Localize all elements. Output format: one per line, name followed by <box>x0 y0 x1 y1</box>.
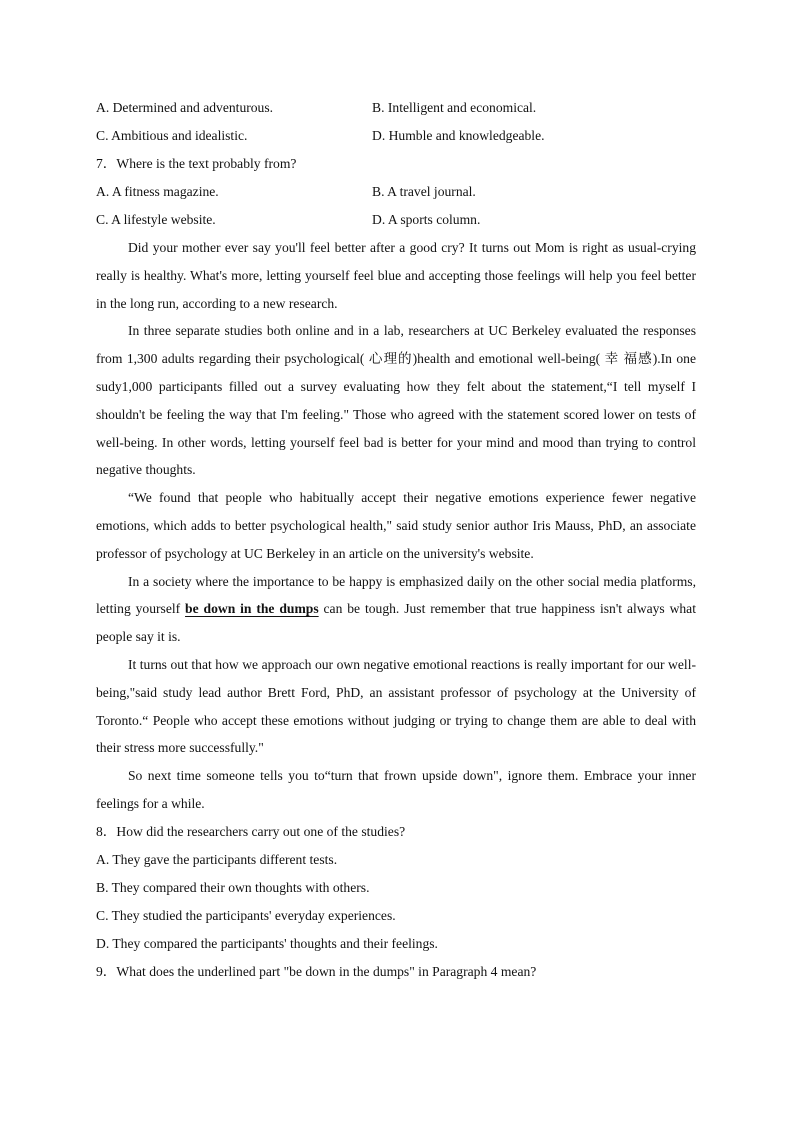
q6-options-row-1 <box>96 94 696 122</box>
passage-paragraph-4 <box>96 568 696 651</box>
passage-paragraph-1: Did your mother ever say you'll feel better after a good cry? It turns out Mom is right as usual-crying really is healthy. What's more, letting yourself feel blue and accepting those feelings will help you feel better in the long run, according to a new research. <box>96 240 696 311</box>
q6-option-a: A. Determined and adventurous. <box>96 100 274 115</box>
q9-question: 9．What does the underlined part "be down in the dumps" in Paragraph 4 mean? <box>96 963 537 979</box>
q7-option-a: A. A fitness magazine. <box>96 184 219 199</box>
q6-option-c: C. Ambitious and idealistic. <box>96 128 248 143</box>
q7-option-b: B. A travel journal. <box>372 184 476 199</box>
passage-paragraph-3: “We found that people who habitually accept their negative emotions experience fewer negative emotions, which adds to better psychological health," said study senior author Iris Mauss, PhD, an associate professor of psychology at UC Berkeley in an article on the university's website. <box>96 490 696 561</box>
q7-question: 7．Where is the text probably from? <box>96 156 297 171</box>
q8-option-b: B. They compared their own thoughts with others. <box>96 879 370 895</box>
underlined-phrase: be down in the dumps <box>185 601 319 617</box>
q8-option-d: D. They compared the participants' thoughts and their feelings. <box>96 935 438 951</box>
q7-option-d: D. A sports column. <box>372 212 481 227</box>
passage-paragraph-5: It turns out that how we approach our own negative emotional reactions is really important for our well-being,"said study lead author Brett Ford, PhD, an assistant professor of psychology at the University of Toronto.“ People who accept these emotions without judging or trying to change them are able to deal with their stress more successfully." <box>96 656 696 756</box>
q7-options-row-1 <box>96 178 696 206</box>
q7-option-c: C. A lifestyle website. <box>96 212 216 227</box>
q8-option-c: C. They studied the participants' everyday experiences. <box>96 907 396 923</box>
paragraph-4-text-after: can be tough. Just remember that true happiness isn't always what people say it is. <box>96 601 696 645</box>
q6-options-row-2 <box>96 122 696 150</box>
q8-question: 8．How did the researchers carry out one of the studies? <box>96 823 406 839</box>
q8-option-a: A. They gave the participants different tests. <box>96 851 338 867</box>
passage-paragraph-6: So next time someone tells you to“turn that frown upside down", ignore them. Embrace your inner feelings for a while. <box>96 768 696 811</box>
q6-option-d: D. Humble and knowledgeable. <box>372 128 545 143</box>
passage-paragraph-2: In three separate studies both online and in a lab, researchers at UC Berkeley evaluated the responses from 1,300 adults regarding their psychological( 心理的)health and emotional well-being( 幸 福感).In one sudy1,000 participants filled out a survey evaluating how they felt about the statement,“I tell myself I shouldn't be feeling the way that I'm feeling." Those who agreed with the statement scored lower on tests of well-being. In other words, letting yourself feel bad is better for your mind and mood than trying to control negative thoughts. <box>96 323 696 478</box>
paragraph-4-text-before: In a society where the importance to be happy is emphasized daily on the other social media platforms, letting yourself <box>96 573 696 617</box>
q6-option-b: B. Intelligent and economical. <box>372 100 537 115</box>
document-page <box>96 94 696 986</box>
q7-options-row-2 <box>96 206 696 234</box>
